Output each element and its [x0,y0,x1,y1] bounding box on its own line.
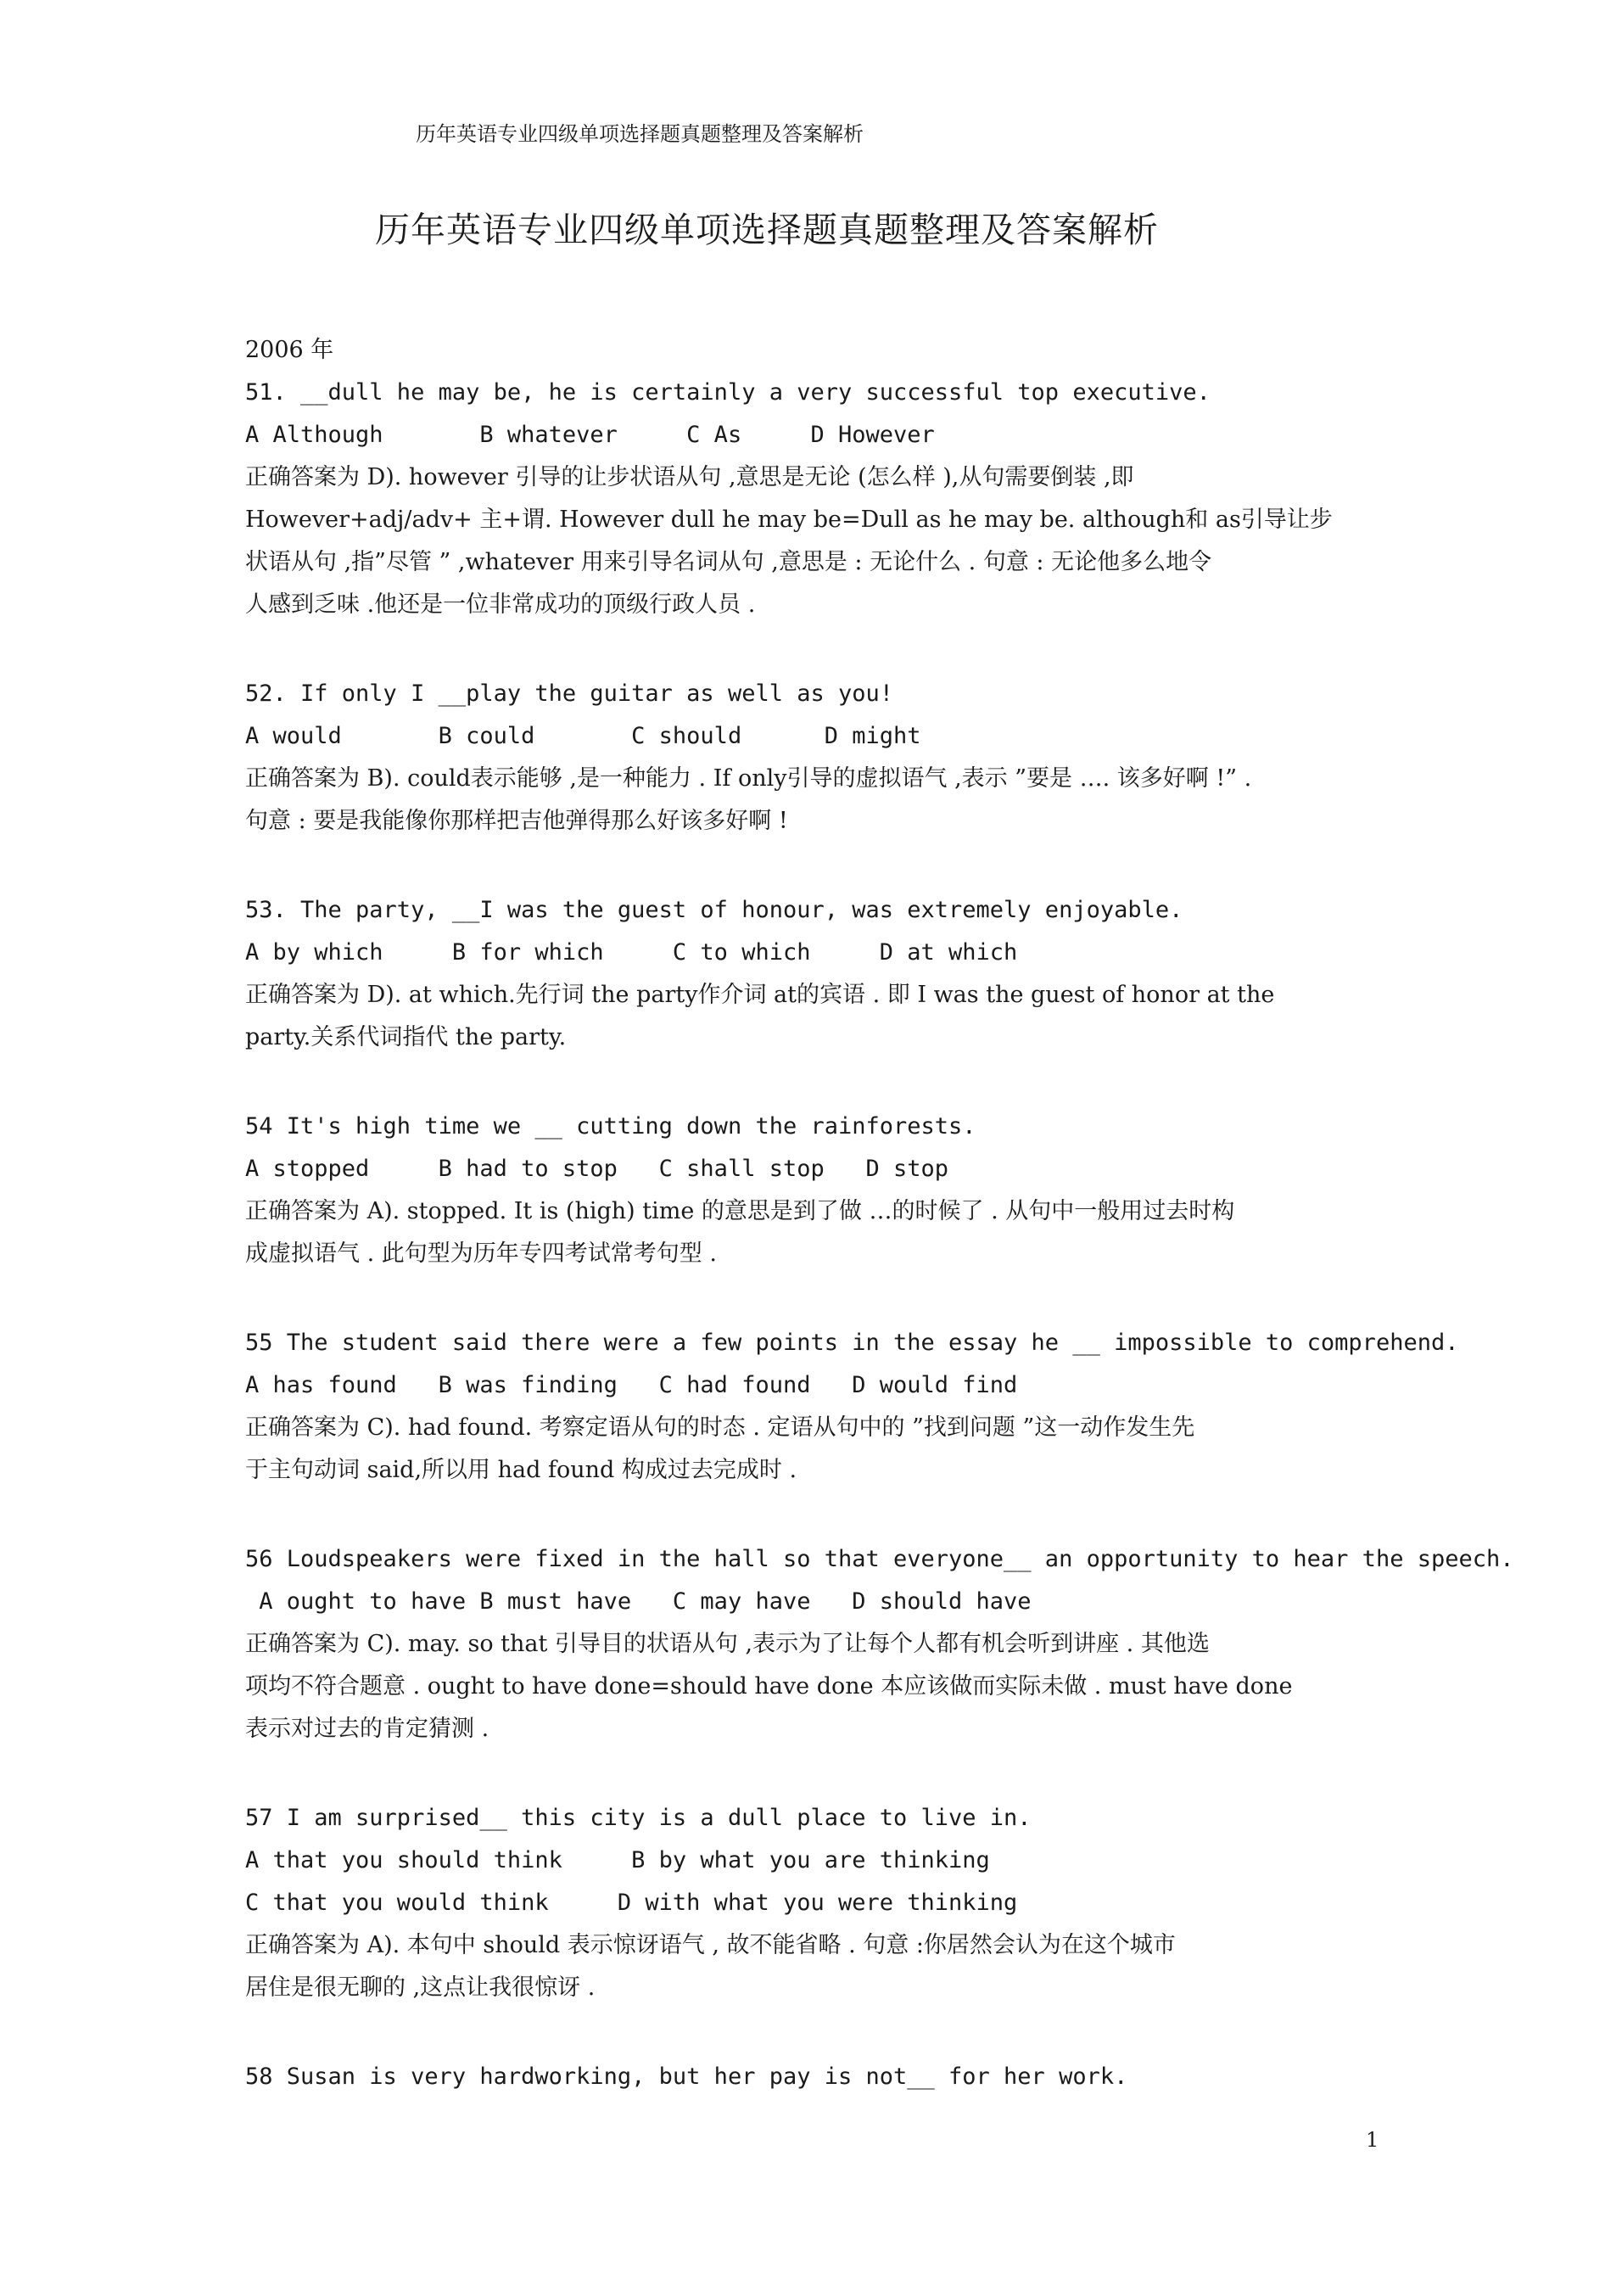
answer-explanation-line: 于主句动词 said,所以用 had found 构成过去完成时 . [245,1457,797,1483]
question-stem: 52. If only I __play the guitar as well as you! [245,680,894,707]
answer-explanation-line: 人感到乏味 .他还是一位非常成功的顶级行政人员 . [245,591,756,618]
answer-explanation-line: 正确答案为 A). 本句中 should 表示惊讶语气 , 故不能省略 . 句意 :你居然会认为在这个城市 [245,1932,1176,1958]
answer-explanation-line: 正确答案为 D). however 引导的让步状语从句 ,意思是无论 (怎么样 ),从句需要倒装 ,即 [245,464,1134,490]
question-stem: 58 Susan is very hardworking, but her pay is not__ for her work. [245,2064,1128,2090]
answer-explanation-line: 正确答案为 D). at which.先行词 the party作介词 at的宾语 . 即 I was the guest of honor at the [245,982,1275,1008]
answer-explanation-line: 居住是很无聊的 ,这点让我很惊讶 . [245,1974,596,2001]
answer-explanation-line: 表示对过去的肯定猜测 . [245,1716,489,1742]
answer-explanation-line: 正确答案为 B). could表示能够 ,是一种能力 . If only引导的虚拟语气 ,表示 ”要是 …. 该多好啊 !” . [245,765,1252,792]
question-block [245,1538,1514,1750]
answer-explanation-line: 正确答案为 C). may. so that 引导目的状语从句 ,表示为了让每个人都有机会听到讲座 . 其他选 [245,1631,1210,1657]
answer-options: A has found B was finding C had found D would find [245,1372,1018,1398]
running-header: 历年英语专业四级单项选择题真题整理及答案解析 [416,122,864,146]
answer-options: A that you should think B by what you are thinking [245,1847,990,1873]
answer-options: A ought to have B must have C may have D should have [245,1588,1032,1615]
question-block [245,673,1467,843]
answer-options: A stopped B had to stop C shall stop D stop [245,1156,949,1182]
question-block [245,1797,1467,2009]
answer-explanation-line: 正确答案为 C). had found. 考察定语从句的时态 . 定语从句中的 ”找到问题 ”这一动作发生先 [245,1414,1195,1441]
document-body [245,329,1514,2145]
question-block [245,2056,1467,2098]
question-stem: 51. __dull he may be, he is certainly a very successful top executive. [245,379,1211,406]
answer-options: A would B could C should D might [245,723,921,749]
answer-explanation-line: 项均不符合题意 . ought to have done=should have done 本应该做而实际未做 . must have done [245,1673,1293,1700]
question-stem: 55 The student said there were a few points in the essay he __ impossible to comprehend. [245,1330,1459,1356]
question-stem: 56 Loudspeakers were fixed in the hall so that everyone__ an opportunity to hear the speech. [245,1546,1514,1572]
answer-options: A by which B for which C to which D at which [245,939,1018,966]
answer-explanation-line: 状语从句 ,指”尽管 ” ,whatever 用来引导名词从句 ,意思是 : 无论什么 . 句意 : 无论他多么地令 [245,549,1212,575]
document-title: 历年英语专业四级单项选择题真题整理及答案解析 [375,210,1159,250]
question-block [245,1106,1467,1275]
page-number: 1 [1366,2128,1379,2152]
answer-explanation-line: 正确答案为 A). stopped. It is (high) time 的意思是到了做 …的时候了 . 从句中一般用过去时构 [245,1198,1235,1224]
answer-explanation-line: party.关系代词指代 the party. [245,1024,567,1050]
question-block [245,1322,1467,1492]
question-block [245,889,1467,1059]
answer-explanation-line: 句意 : 要是我能像你那样把吉他弹得那么好该多好啊 ! [245,808,788,834]
question-stem: 53. The party, __I was the guest of honour, was extremely enjoyable. [245,897,1183,923]
answer-options: A Although B whatever C As D However [245,422,935,448]
answer-explanation-line: 成虚拟语气 . 此句型为历年专四考试常考句型 . [245,1240,717,1267]
answer-options: C that you would think D with what you were thinking [245,1890,1018,1916]
question-stem: 54 It's high time we __ cutting down the rainforests. [245,1113,976,1140]
question-block [245,372,1467,626]
year-heading: 2006 年 [245,337,334,363]
answer-explanation-line: However+adj/adv+ 主+谓. However dull he may be=Dull as he may be. although和 as引导让步 [245,507,1333,533]
question-stem: 57 I am surprised__ this city is a dull place to live in. [245,1805,1032,1831]
